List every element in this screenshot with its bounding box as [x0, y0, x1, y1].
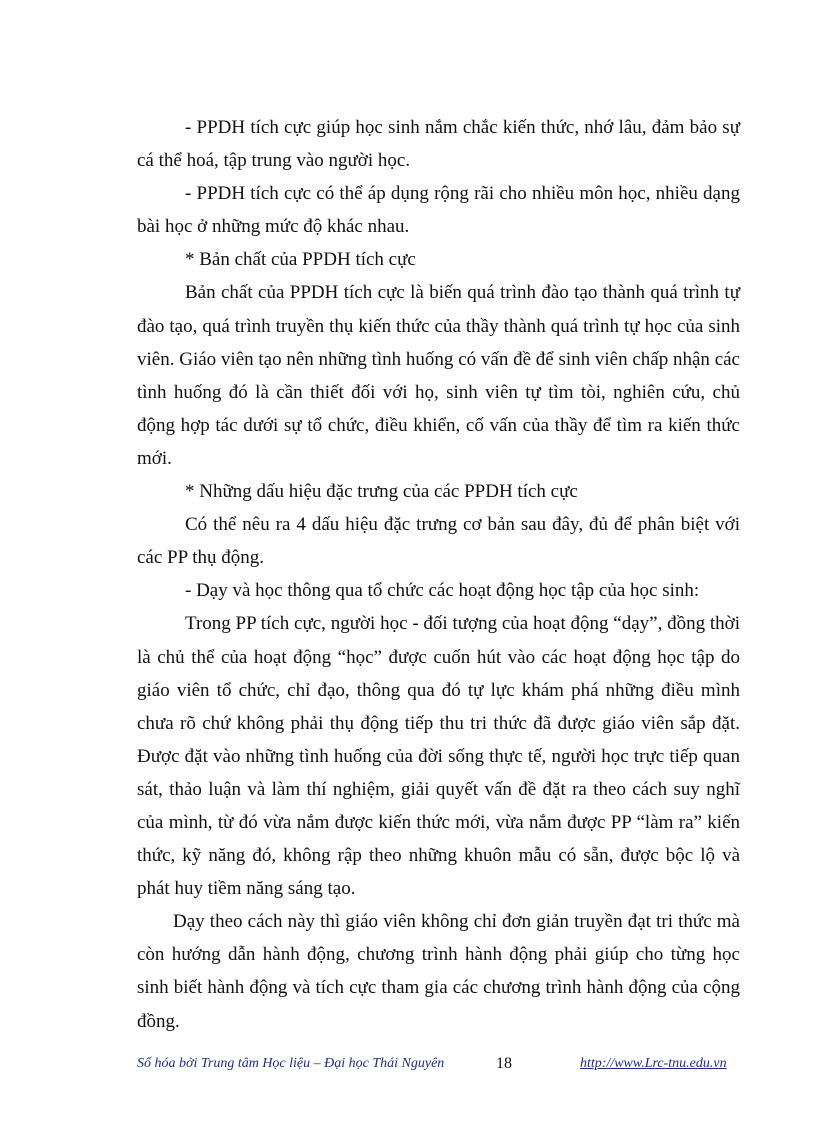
footer-source: Số hóa bởi Trung tâm Học liệu – Đại học Thái Nguyên	[137, 1056, 445, 1071]
page-footer	[0, 1056, 816, 1080]
document-body	[137, 111, 740, 1038]
paragraph: Trong PP tích cực, người học - đối tượng của hoạt động “dạy”, đồng thời là chủ thể của hoạt động “học” được cuốn hút vào các hoạt động học tập do giáo viên tổ chức, chỉ đạo, thông qua đó tự lực khám phá những điều mình chưa rõ chứ không phải thụ động tiếp thu tri thức đã được giáo viên sắp đặt. Được đặt vào những tình huống của đời sống thực tế, người học trực tiếp quan sát, thảo luận và làm thí nghiệm, giải quyết vấn đề đặt ra theo cách suy nghĩ của mình, từ đó vừa nắm được kiến thức mới, vừa nắm được PP “làm ra” kiến thức, kỹ năng đó, không rập theo những khuôn mẫu có sẵn, được bộc lộ và phát huy tiềm năng sáng tạo.	[137, 613, 740, 900]
paragraph: Bản chất của PPDH tích cực là biến quá trình đào tạo thành quá trình tự đào tạo, quá trình truyền thụ kiến thức của thầy thành quá trình tự học của sinh viên. Giáo viên tạo nên những tình huống có vấn đề để sinh viên chấp nhận các tình huống đó là cần thiết đối với họ, sinh viên tự tìm tòi, nghiên cứu, chủ động hợp tác dưới sự tổ chức, điều khiển, cố vấn của thầy để tìm ra kiến thức mới.	[137, 282, 740, 469]
page-number: 18	[496, 1055, 512, 1072]
paragraph: Dạy theo cách này thì giáo viên không chỉ đơn giản truyền đạt tri thức mà còn hướng dẫn hành động, chương trình hành động phải giúp cho từng học sinh biết hành động và tích cực tham gia các chương trình hành động của cộng đồng.	[137, 911, 740, 1032]
paragraph: Có thể nêu ra 4 dấu hiệu đặc trưng cơ bản sau đây, đủ để phân biệt với các PP thụ động.	[137, 514, 740, 569]
section-heading: * Những dấu hiệu đặc trưng của các PPDH tích cực	[185, 481, 578, 503]
paragraph: - PPDH tích cực giúp học sinh nắm chắc kiến thức, nhớ lâu, đảm bảo sự cá thể hoá, tập trung vào người học.	[137, 117, 740, 172]
paragraph: - Dạy và học thông qua tổ chức các hoạt động học tập của học sinh:	[185, 580, 700, 602]
footer-link[interactable]: http://www.Lrc-tnu.edu.vn	[580, 1056, 727, 1071]
paragraph: - PPDH tích cực có thể áp dụng rộng rãi cho nhiều môn học, nhiều dạng bài học ở những mức độ khác nhau.	[137, 183, 740, 238]
section-heading: * Bản chất của PPDH tích cực	[185, 249, 416, 271]
